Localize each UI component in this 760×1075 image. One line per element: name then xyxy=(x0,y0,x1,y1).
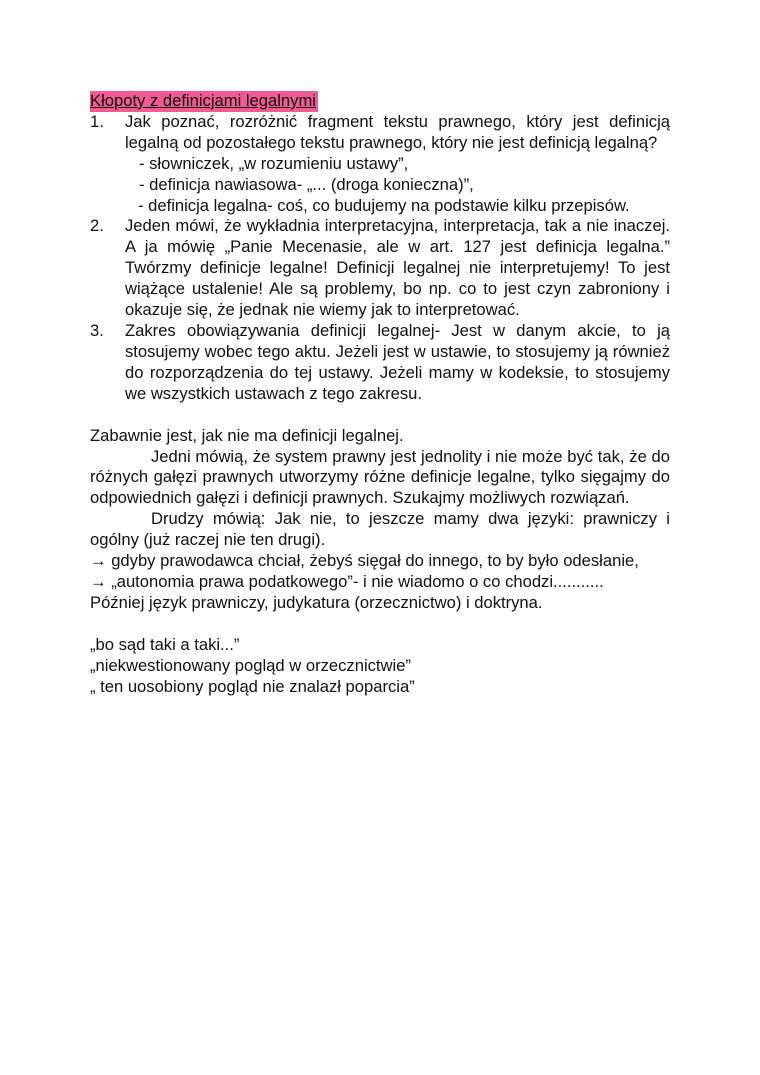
closing-line: Później język prawniczy, judykatura (orzecznictwo) i doktryna. xyxy=(90,592,543,612)
list-item-1 xyxy=(90,112,670,154)
paragraph-drudzy: Drudzy mówią: Jak nie, to jeszcze mamy dwa języki: prawniczy i ogólny (już raczej nie ten drugi). xyxy=(90,509,670,550)
quote-line: „bo sąd taki a taki...” xyxy=(90,634,240,654)
arrow-line-1: → gdyby prawodawca chciał, żebyś sięgał do innego, to by było odesłanie, xyxy=(90,551,639,571)
arrow-line-2: → „autonomia prawa podatkowego”- i nie wiadomo o co chodzi........... xyxy=(90,571,604,591)
list-text: Jeden mówi, że wykładnia interpretacyjna, interpretacja, tak a nie inaczej. A ja mówię „Panie Mecenasie, ale w art. 127 jest definicja legalna.” Twórzmy definicje legalne! Definicji legalnej nie interpretujemy! To jest wiążące ustalenie! Ale są problemy, bo np. co to jest czyn zabroniony i okazuje się, że jednak nie wiemy jak to interpretować. xyxy=(125,216,670,320)
list-item-2 xyxy=(90,216,670,321)
quote-line: „ ten uosobiony pogląd nie znalazł poparcia” xyxy=(90,676,415,696)
blank-line xyxy=(90,614,670,635)
list-text: Zakres obowiązywania definicji legalnej- Jest w danym akcie, to ją stosujemy wobec tego aktu. Jeżeli jest w ustawie, to stosujemy ją również do rozporządzenia do tej ustawy. Jeżeli mamy w kodeksie, to stosujemy we wszystkich ustawach z tego zakresu. xyxy=(125,320,670,403)
sub-item: - słowniczek, „w rozumieniu ustawy”, xyxy=(139,153,409,173)
list-text: Jak poznać, rozróżnić fragment tekstu prawnego, który jest definicją legalną od pozostałego tekstu prawnego, który nie jest definicją legalną? xyxy=(125,111,670,152)
list-item-3 xyxy=(90,321,670,405)
section-heading: Zabawnie jest, jak nie ma definicji legalnej. xyxy=(90,425,404,445)
sub-item: - definicja nawiasowa- „... (droga konieczna)”, xyxy=(139,174,474,194)
document-title: Kłopoty z definicjami legalnymi xyxy=(90,91,316,110)
list-number: 1. xyxy=(90,111,104,131)
blank-line xyxy=(90,405,670,426)
paragraph-jedni: Jedni mówią, że system prawny jest jednolity i nie może być tak, że do różnych gałęzi prawnych utworzymy różne definicje legalne, tylko sięgajmy do odpowiednich gałęzi i definicji prawnych. Szukajmy możliwych rozwiązań. xyxy=(90,446,670,508)
document-title-line xyxy=(90,91,670,112)
quote-line: „niekwestionowany pogląd w orzecznictwie” xyxy=(90,655,411,675)
list-number: 2. xyxy=(90,216,104,236)
document-page xyxy=(90,91,670,697)
list-number: 3. xyxy=(90,320,104,340)
sub-item-wrapped: - definicja legalna- coś, co budujemy na podstawie kilku przepisów. xyxy=(138,195,630,215)
